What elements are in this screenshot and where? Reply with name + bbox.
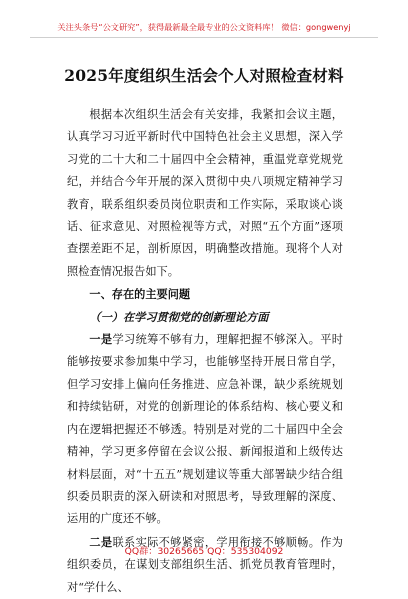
- document-title: 2025年度组织生活会个人对照检查材料: [64, 66, 344, 85]
- footer-contact-text: QQ群：30265665 QQ：535304092: [124, 546, 284, 557]
- paragraph-one-lead: 一是: [89, 332, 113, 347]
- subsection-heading: （一）在学习贯彻党的创新理论方面: [89, 309, 269, 324]
- section-heading: 一、存在的主要问题: [89, 287, 191, 302]
- paragraph-two-text: 联系实际不够紧密，学用衔接不够顺畅。作为组织委员，在谋划支部组织生活、抓党员教育管理时，对“学什么、: [67, 535, 343, 594]
- paragraph-one: [67, 328, 343, 531]
- document-body: [67, 104, 343, 599]
- header-promo-text: 关注头条号“公文研究”，获得最新最全最专业的公文资料库！ 微信：gongwenyj: [57, 22, 351, 32]
- paragraph-two: [67, 531, 343, 599]
- paragraph-two-lead: 二是: [89, 534, 113, 549]
- intro-paragraph: 根据本次组织生活会有关安排，我紧扣会议主题，认真学习习近平新时代中国特色社会主义思想，深入学习党的二十大和二十届四中全会精神，重温党章党规党纪，并结合今年开展的深入贯彻中央八项规定精神学习教育，联系组织委员岗位职责和工作实际，采取谈心谈话、征求意见、对照检视等方式，对照“五个方面”逐项查摆差距不足，剖析原因，明确整改措施。现将个人对照检查情况报告如下。: [67, 108, 343, 278]
- header-divider: [30, 37, 378, 38]
- paragraph-one-text: 学习统筹不够有力，理解把握不够深入。平时能够按要求参加集中学习，也能够坚持开展日常自学，但学习安排上偏向任务推进、应急补课，缺少系统规划和持续钻研，对党的创新理论的体系结构、核心要义和内在逻辑把握还不够透。特别是对党的二十届四中全会精神，学习更多停留在会议公报、新闻报道和上级传达材料层面，对“十五五”规划建议等重大部署缺少结合组织委员职责的深入研读和对照思考，导致理解的深度、运用的广度还不够。: [67, 333, 343, 526]
